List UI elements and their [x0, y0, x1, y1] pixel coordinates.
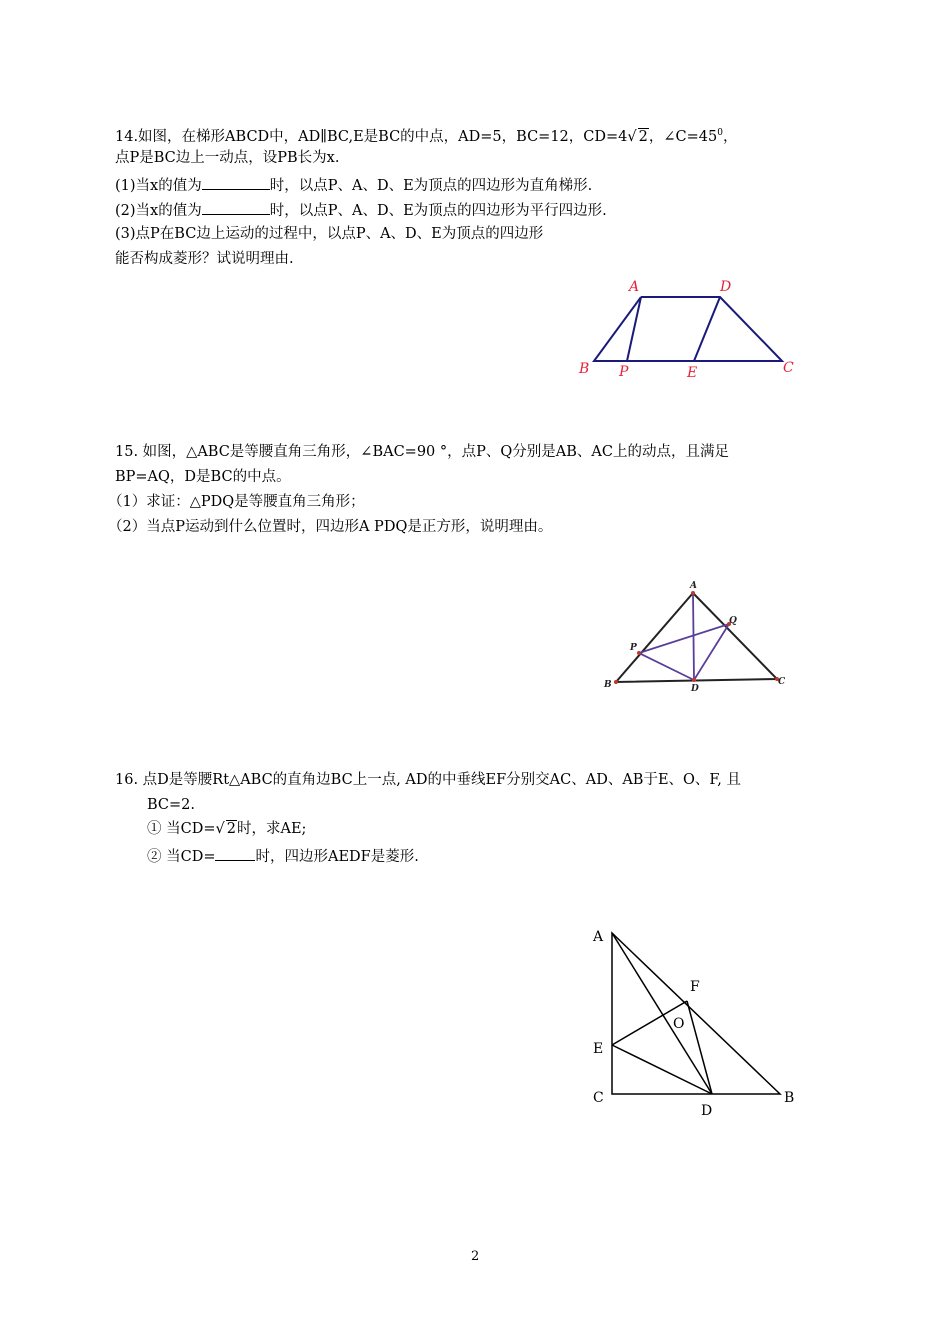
q15-line-3: （1）求证：△PDQ是等腰直角三角形；: [108, 494, 365, 510]
q14-text: (1)当x的值为: [115, 178, 202, 194]
triangle-lines: [612, 933, 780, 1094]
label-C: C: [593, 1090, 604, 1106]
outer-triangle: [616, 593, 777, 682]
label-A: A: [690, 581, 697, 591]
sqrt-radicand: 2: [226, 821, 236, 837]
q14-line-6: 能否构成菱形？试说明理由.: [115, 251, 294, 267]
sqrt-sign: √ 2: [215, 821, 236, 837]
q16-line-4: [147, 845, 419, 867]
label-P: P: [630, 643, 637, 653]
q16-text: ② 当CD=: [147, 849, 216, 865]
label-D: D: [701, 1103, 713, 1119]
q16-text: ① 当CD=: [147, 821, 216, 837]
label-C: C: [783, 360, 794, 376]
label-C: C: [778, 677, 786, 687]
label-A: A: [629, 279, 640, 295]
q14-text: ，: [722, 128, 738, 145]
answer-blank[interactable]: [215, 845, 255, 861]
label-B: B: [579, 361, 590, 377]
answer-blank[interactable]: [202, 199, 270, 215]
q14-text: 时，以点P、A、D、E为顶点的四边形为平行四边形.: [269, 203, 607, 219]
label-E: E: [593, 1041, 604, 1057]
q16-text: 时，求AE;: [236, 821, 307, 837]
page-number: 2: [471, 1249, 480, 1264]
answer-blank[interactable]: [202, 174, 270, 190]
label-E: E: [687, 365, 698, 381]
q14-text: 14.如图，在梯形ABCD中，AD∥BC,E是BC的中点，AD=5，BC=12，CD=4: [115, 128, 628, 145]
q15-line-2: BP=AQ，D是BC的中点。: [115, 469, 291, 485]
q15-line-1: 15. 如图，△ABC是等腰直角三角形，∠BAC=90 °，点P、Q分别是AB、AC上的动点，且满足: [115, 444, 729, 460]
q14-line-3: [115, 174, 592, 196]
angle-value: 45: [698, 128, 718, 145]
label-D: D: [720, 279, 732, 295]
q14-text: 时，以点P、A、D、E为顶点的四边形为直角梯形.: [269, 178, 593, 194]
label-O: O: [673, 1016, 685, 1032]
q14-text: (2)当x的值为: [115, 203, 202, 219]
inner-lines: [639, 593, 729, 680]
q14-line-5: (3)点P在BC边上运动的过程中，以点P、A、D、E为顶点的四边形: [115, 226, 544, 242]
label-F: F: [690, 979, 700, 995]
q14-line-2: 点P是BC边上一动点，设PB长为x.: [115, 150, 340, 166]
label-B: B: [784, 1090, 795, 1106]
vertex-dots: [614, 591, 779, 684]
label-D: D: [691, 684, 699, 694]
q16-line-1: 16. 点D是等腰Rt△ABC的直角边BC上一点, AD的中垂线EF分别交AC、AD、AB于E、O、F, 且: [115, 772, 741, 788]
q14-text: ，∠C=: [648, 128, 699, 145]
label-Q: Q: [729, 616, 737, 626]
right-triangle-figure: [580, 920, 810, 1125]
q16-text: 时，四边形AEDF是菱形.: [255, 849, 419, 865]
label-A: A: [593, 929, 604, 945]
isosceles-right-triangle-figure: [595, 575, 795, 695]
q14-line-1: [115, 123, 737, 147]
sqrt-radicand: 2: [638, 128, 648, 145]
q16-line-3: [147, 819, 306, 839]
trapezoid-lines: [594, 297, 782, 361]
degree-mark: 0: [717, 128, 723, 138]
q14-line-4: [115, 199, 607, 221]
q15-line-4: （2）当点P运动到什么位置时，四边形A PDQ是正方形，说明理由。: [108, 519, 553, 535]
label-P: P: [619, 364, 629, 380]
sqrt-sign: √ 2: [627, 128, 648, 145]
trapezoid-figure: [570, 272, 810, 387]
label-B: B: [604, 680, 612, 690]
q16-line-2: BC=2.: [147, 797, 196, 813]
